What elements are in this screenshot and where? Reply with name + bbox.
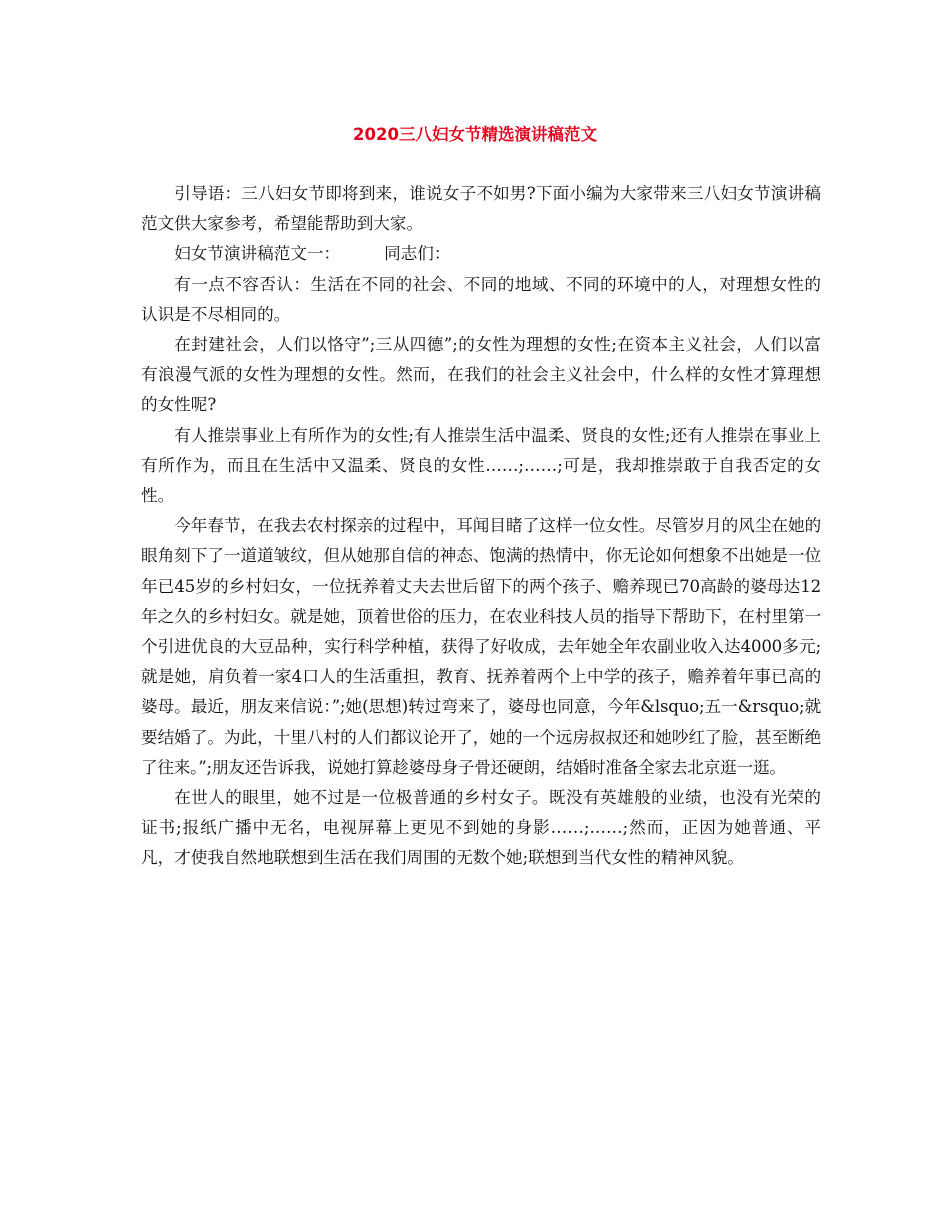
body-paragraph: 今年春节，在我去农村探亲的过程中，耳闻目睹了这样一位女性。尽管岁月的风尘在她的眼角刻下了一道道皱纹，但从她那自信的神态、饱满的热情中，你无论如何想象不出她是一位年已45岁的乡村妇女，一位抚养着丈夫去世后留下的两个孩子、赡养现已70高龄的婆母达12年之久的乡村妇女。就是她，顶着世俗的压力，在农业科技人员的指导下帮助下，在村里第一个引进优良的大豆品种，实行科学种植，获得了好收成，去年她全年农副业收入达4000多元;就是她，肩负着一家4口人的生活重担，教育、抚养着两个上中学的孩子，赡养着年事已高的婆母。最近，朋友来信说：”;她(思想)转过弯来了，婆母也同意，今年&lsquo;五一&rsquo;就要结婚了。为此，十里八村的人们都议论开了，她的一个远房叔叔还和她吵红了脸，甚至断绝了往来。”;朋友还告诉我，说她打算趁婆母身子骨还硬朗，结婚时准备全家去北京逛一逛。 [141, 516, 821, 777]
intro-paragraph: 引导语：三八妇女节即将到来，谁说女子不如男?下面小编为大家带来三八妇女节演讲稿范文供大家参考，希望能帮助到大家。 [141, 184, 821, 234]
body-paragraph: 在封建社会，人们以恪守”;三从四德”;的女性为理想的女性;在资本主义社会，人们以富有浪漫气派的女性为理想的女性。然而，在我们的社会主义社会中，什么样的女性才算理想的女性呢? [141, 335, 821, 415]
salutation: 同志们： [384, 244, 451, 264]
section-heading: 妇女节演讲稿范文一： [174, 244, 341, 264]
article-body [141, 179, 821, 874]
body-paragraph: 在世人的眼里，她不过是一位极普通的乡村女子。既没有英雄般的业绩，也没有光荣的证书;报纸广播中无名，电视屏幕上更见不到她的身影……;……;然而，正因为她普通、平凡，才使我自然地联想到生活在我们周围的无数个她;联想到当代女性的精神风貌。 [141, 788, 821, 868]
page-title: 2020三八妇女节精选演讲稿范文 [353, 125, 597, 144]
section-heading-line [141, 239, 821, 269]
body-paragraph: 有一点不容否认：生活在不同的社会、不同的地域、不同的环境中的人，对理想女性的认识是不尽相同的。 [141, 274, 821, 324]
body-paragraph: 有人推崇事业上有所作为的女性;有人推崇生活中温柔、贤良的女性;还有人推崇在事业上有所作为，而且在生活中又温柔、贤良的女性……;……;可是，我却推崇敢于自我否定的女性。 [141, 425, 821, 506]
